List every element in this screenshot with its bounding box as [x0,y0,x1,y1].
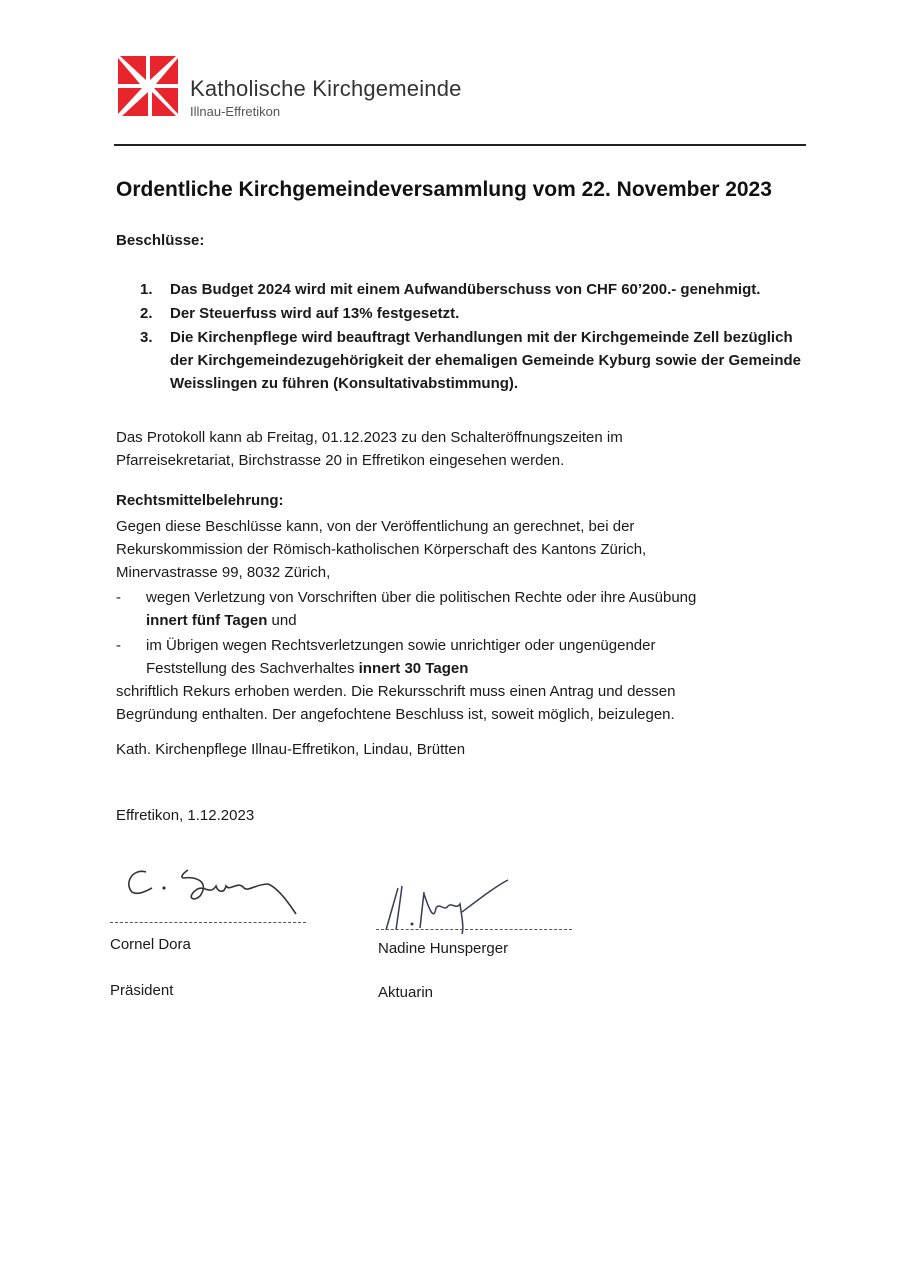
legal-line: schriftlich Rekurs erhoben werden. Die Rekursschrift muss einen Antrag und dessen [116,683,676,700]
decision-number: 1. [140,281,153,298]
bullet-dash: - [116,637,121,654]
decision-text: Die Kirchenpflege wird beauftragt Verhandlungen mit der Kirchgemeinde Zell bezüglich der Kirchgemeindezugehörigkeit der ehemaligen Gemeinde Kyburg sowie der Gemeinde Weisslingen zu führen (Konsultativabstimmung). [170,329,801,392]
legal-list-item [116,634,796,680]
header-divider [114,144,806,146]
decision-item [140,326,820,395]
place-date: Effretikon, 1.12.2023 [116,807,255,824]
signature-line [110,922,306,923]
org-name: Katholische Kirchgemeinde [190,76,462,101]
legal-line: Minervastrasse 99, 8032 Zürich, [116,564,331,581]
signatory-name: Nadine Hunsperger [378,940,509,957]
decision-text: Der Steuerfuss wird auf 13% festgesetzt. [170,305,460,322]
legal-item-deadline: innert fünf Tagen [146,612,268,629]
org-subtitle: Illnau-Effretikon [190,104,281,119]
authority-line: Kath. Kirchenpflege Illnau-Effretikon, Lindau, Brütten [116,741,466,758]
church-logo-icon [116,54,180,118]
signature-cornel-dora [118,858,308,918]
legal-item-text: wegen Verletzung von Vorschriften über die politischen Rechte oder ihre Ausübung [146,589,697,606]
protocol-line: Das Protokoll kann ab Freitag, 01.12.2023 zu den Schalteröffnungszeiten im [116,429,623,446]
decisions-label: Beschlüsse: [116,232,205,249]
legal-item-text: Feststellung des Sachverhaltes [146,660,359,677]
protocol-paragraph [116,426,796,472]
signatory-role: Aktuarin [378,984,434,1001]
legal-line: Rekurskommission der Römisch-katholischen Körperschaft des Kantons Zürich, [116,541,647,558]
legal-heading: Rechtsmittelbelehrung: [116,492,284,509]
decision-item [140,278,820,301]
decision-number: 3. [140,329,153,346]
signature-line [376,929,572,930]
page-title: Ordentliche Kirchgemeindeversammlung vom 22. November 2023 [116,178,772,201]
legal-line: Gegen diese Beschlüsse kann, von der Veröffentlichung an gerechnet, bei der [116,518,635,535]
legal-section [116,515,796,726]
legal-line: Begründung enthalten. Der angefochtene Beschluss ist, soweit möglich, beizulegen. [116,706,675,723]
legal-item-deadline: innert 30 Tagen [358,660,469,677]
decision-item [140,302,820,325]
decisions-list [140,278,820,395]
legal-list-item [116,586,796,632]
decision-number: 2. [140,305,153,322]
signature-nadine-hunsperger [378,872,518,936]
signatory-role: Präsident [110,982,174,999]
bullet-dash: - [116,589,121,606]
decision-text: Das Budget 2024 wird mit einem Aufwandüberschuss von CHF 60’200.- genehmigt. [170,281,761,298]
signatory-name: Cornel Dora [110,936,191,953]
legal-item-text: im Übrigen wegen Rechtsverletzungen sowie unrichtiger oder ungenügender [146,637,656,654]
protocol-line: Pfarreisekretariat, Birchstrasse 20 in Effretikon eingesehen werden. [116,452,565,469]
legal-item-text: und [267,612,297,629]
